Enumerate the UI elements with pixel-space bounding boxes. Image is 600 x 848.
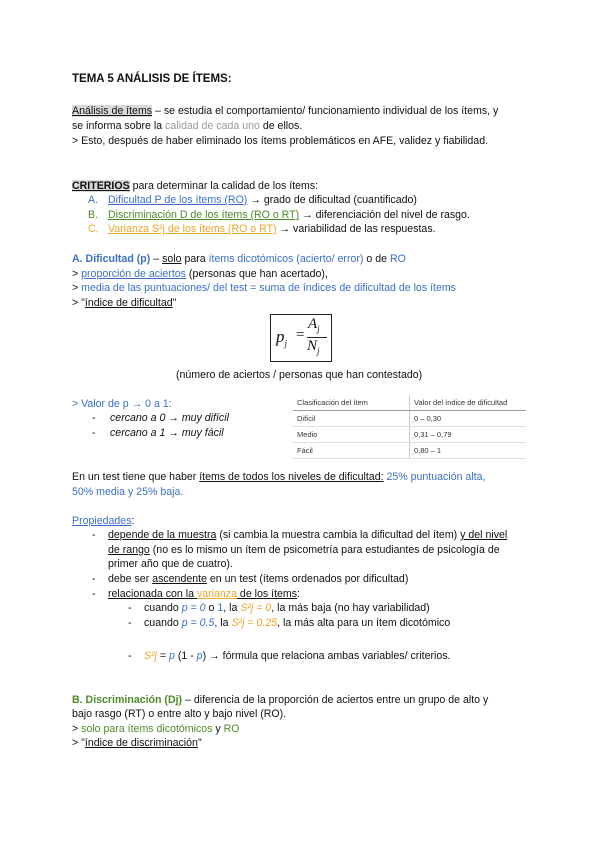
test-alta: 25% puntuación alta,	[383, 471, 486, 483]
test-l1-prefix: En un test tiene que haber	[72, 471, 200, 483]
tabla-dificultad	[293, 395, 526, 459]
test-line-2: 50% media y 25% baja.	[72, 486, 184, 498]
table-cell: 0,31 – 0,79	[410, 427, 527, 443]
dificultad-ode: o de	[363, 253, 390, 265]
propiedad-3	[108, 587, 300, 602]
formula-denominator: $N_j$	[307, 338, 320, 356]
criterio-b-rest: → diferenciación del nivel de rasgo.	[299, 209, 470, 221]
test-niveles: ítems de todos los niveles de dificultad:	[199, 471, 384, 483]
dificultad-line-4	[72, 296, 176, 311]
dash-marker: -	[128, 650, 132, 662]
criterios-term: CRITERIOS	[72, 180, 130, 192]
formula-dificultad	[270, 314, 332, 362]
propiedades-heading-line	[72, 514, 134, 529]
propiedad-1-line-2	[108, 543, 500, 558]
criterio-b-letter: B.	[88, 209, 99, 221]
propiedad-1-line-3: primer año que de cuatro).	[108, 558, 233, 570]
test-line-1	[72, 470, 485, 485]
criterios-rest: para determinar la calidad de los ítems:	[129, 180, 319, 192]
dificultad-l2-prefix: >	[72, 268, 82, 280]
table-header-valor: Valor del índice de dificultad	[410, 395, 527, 411]
dificultad-para: para	[181, 253, 209, 265]
dash-marker: -	[128, 617, 132, 629]
propiedad-3-prefix: relacionada con la	[108, 588, 197, 600]
table-cell: Fácil	[293, 443, 410, 459]
intro-text-2b: de ellos.	[259, 120, 303, 132]
dificultad-media: media de las puntuaciones/ del test = suma de índices de dificultad de los ítems	[81, 282, 456, 294]
intro-line-2	[72, 119, 302, 134]
intro-grey-text: calidad de cada uno	[165, 120, 260, 132]
propiedad-nivel: y del nivel	[460, 529, 508, 541]
propiedades-heading: Propiedades	[72, 515, 132, 527]
propiedad-muestra: depende de la muestra	[108, 529, 217, 541]
dificultad-dash: –	[150, 253, 163, 265]
dash-marker: -	[92, 588, 96, 600]
table-header-row	[293, 395, 526, 411]
propiedad-3-colon: :	[297, 588, 300, 600]
propiedad-2-prefix: debe ser	[108, 573, 153, 585]
valor-bullet-1: - cercano a 0 → muy difícil	[92, 412, 229, 424]
formula-p: $p_j$	[276, 327, 288, 349]
discriminacion-line-1	[72, 693, 488, 708]
discriminacion-line-3: > solo para ítems dicotómicos y RO	[72, 723, 240, 735]
propiedad-rango: de rango	[108, 544, 150, 556]
propiedad-3-sub-1: cuando p = 0 o 1, la S²j = 0, la más baja (no hay variabilidad)	[144, 602, 430, 614]
dash-marker: -	[92, 529, 96, 541]
discriminacion-heading: B. Discriminación (Dj)	[72, 694, 183, 706]
discriminacion-line-4: > "índice de discriminación"	[72, 737, 202, 749]
criterio-c	[88, 222, 436, 237]
table-cell: Medio	[293, 427, 410, 443]
indice-discriminacion: índice de discriminación	[84, 737, 198, 749]
propiedad-1-text: (si cambia la muestra cambia la dificultad del ítem)	[216, 529, 461, 541]
dificultad-l4-suffix: "	[172, 297, 177, 309]
criterio-b-link: Discriminación D de los ítems (RO o RT)	[108, 209, 300, 221]
valor-bullet-2: - cercano a 1 → muy fácil	[92, 427, 224, 439]
table-cell: 0,80 – 1	[410, 443, 527, 459]
propiedades-colon: :	[131, 515, 135, 527]
table-header-clasificacion: Clasificación del ítem	[293, 395, 410, 411]
criterio-b	[88, 208, 470, 223]
criterios-line	[72, 179, 318, 194]
formula-equals: =	[296, 327, 305, 343]
intro-text-2a: se informa sobre la	[72, 120, 166, 132]
propiedad-ascendente: ascendente	[152, 573, 207, 585]
intro-text-1: – se estudia el comportamiento/ funcionamiento individual de los ítems, y	[152, 105, 499, 117]
valor-p-line: > Valor de p → 0 a 1:	[72, 398, 172, 410]
formula-caption: (número de aciertos / personas que han contestado)	[176, 369, 423, 381]
dificultad-l2-rest: (personas que han acertado),	[185, 268, 328, 280]
intro-term: Análisis de ítems	[72, 105, 153, 117]
propiedad-3-sub-2: cuando p = 0.5, la S²j = 0.25, la más alta para un ítem dicotómico	[144, 617, 451, 629]
table-row	[293, 443, 526, 459]
dificultad-ro: RO	[389, 253, 406, 265]
dificultad-proporcion: proporción de aciertos	[81, 268, 186, 280]
discriminacion-l1-rest: – diferencia de la proporción de aciertos entre un grupo de alto y	[182, 694, 489, 706]
table-cell: Difícil	[293, 411, 410, 427]
criterio-a	[88, 193, 417, 208]
table-row	[293, 427, 526, 443]
propiedad-3-rest: de los ítems	[236, 588, 298, 600]
propiedad-1-line-1	[108, 528, 507, 543]
formula-numerator: $A_j$	[308, 316, 320, 334]
propiedad-2-rest: en un test (ítems ordenados por dificultad)	[206, 573, 409, 585]
criterio-a-rest: → grado de dificultad (cuantificado)	[247, 194, 417, 206]
discriminacion-line-2: bajo rasgo (RT) o entre alto y bajo nivel (RO).	[72, 708, 287, 720]
dash-marker: -	[92, 573, 96, 585]
table-cell: 0 – 0,30	[410, 411, 527, 427]
criterio-c-rest: → variabilidad de las respuestas.	[276, 223, 436, 235]
criterio-a-link: Dificultad P de los ítems (RO)	[108, 194, 248, 206]
criterio-c-letter: C.	[88, 223, 99, 235]
dificultad-line-2	[72, 267, 328, 282]
intro-line-1	[72, 104, 498, 119]
dash-marker: -	[128, 602, 132, 614]
criterio-c-link: Varianza S²j de los ítems (RO o RT)	[108, 223, 277, 235]
dificultad-heading-line	[72, 252, 406, 267]
dificultad-dicot: ítems dicotómicos (acierto/ error)	[208, 253, 364, 265]
dificultad-solo: solo	[162, 253, 182, 265]
dificultad-l3-prefix: >	[72, 282, 82, 294]
formula-varianza: S²j = p (1 - p) → fórmula que relaciona ambas variables/ criterios.	[144, 650, 451, 662]
propiedad-1-text-2: (no es lo mismo un ítem de psicometría para estudiantes de psicología de	[149, 544, 500, 556]
intro-line-3: > Esto, después de haber eliminado los ítems problemáticos en AFE, validez y fiabilidad.	[72, 135, 489, 147]
propiedad-2	[108, 572, 408, 587]
indice-dificultad: índice de dificultad	[84, 297, 173, 309]
dificultad-line-3	[72, 281, 456, 296]
dificultad-l4-prefix: > "	[72, 297, 85, 309]
criterio-a-letter: A.	[88, 194, 99, 206]
propiedad-varianza: varianza	[196, 588, 237, 600]
table-row	[293, 411, 526, 427]
page-title: TEMA 5 ANÁLISIS DE ÍTEMS:	[72, 73, 232, 85]
dificultad-heading: A. Dificultad (p)	[72, 253, 151, 265]
